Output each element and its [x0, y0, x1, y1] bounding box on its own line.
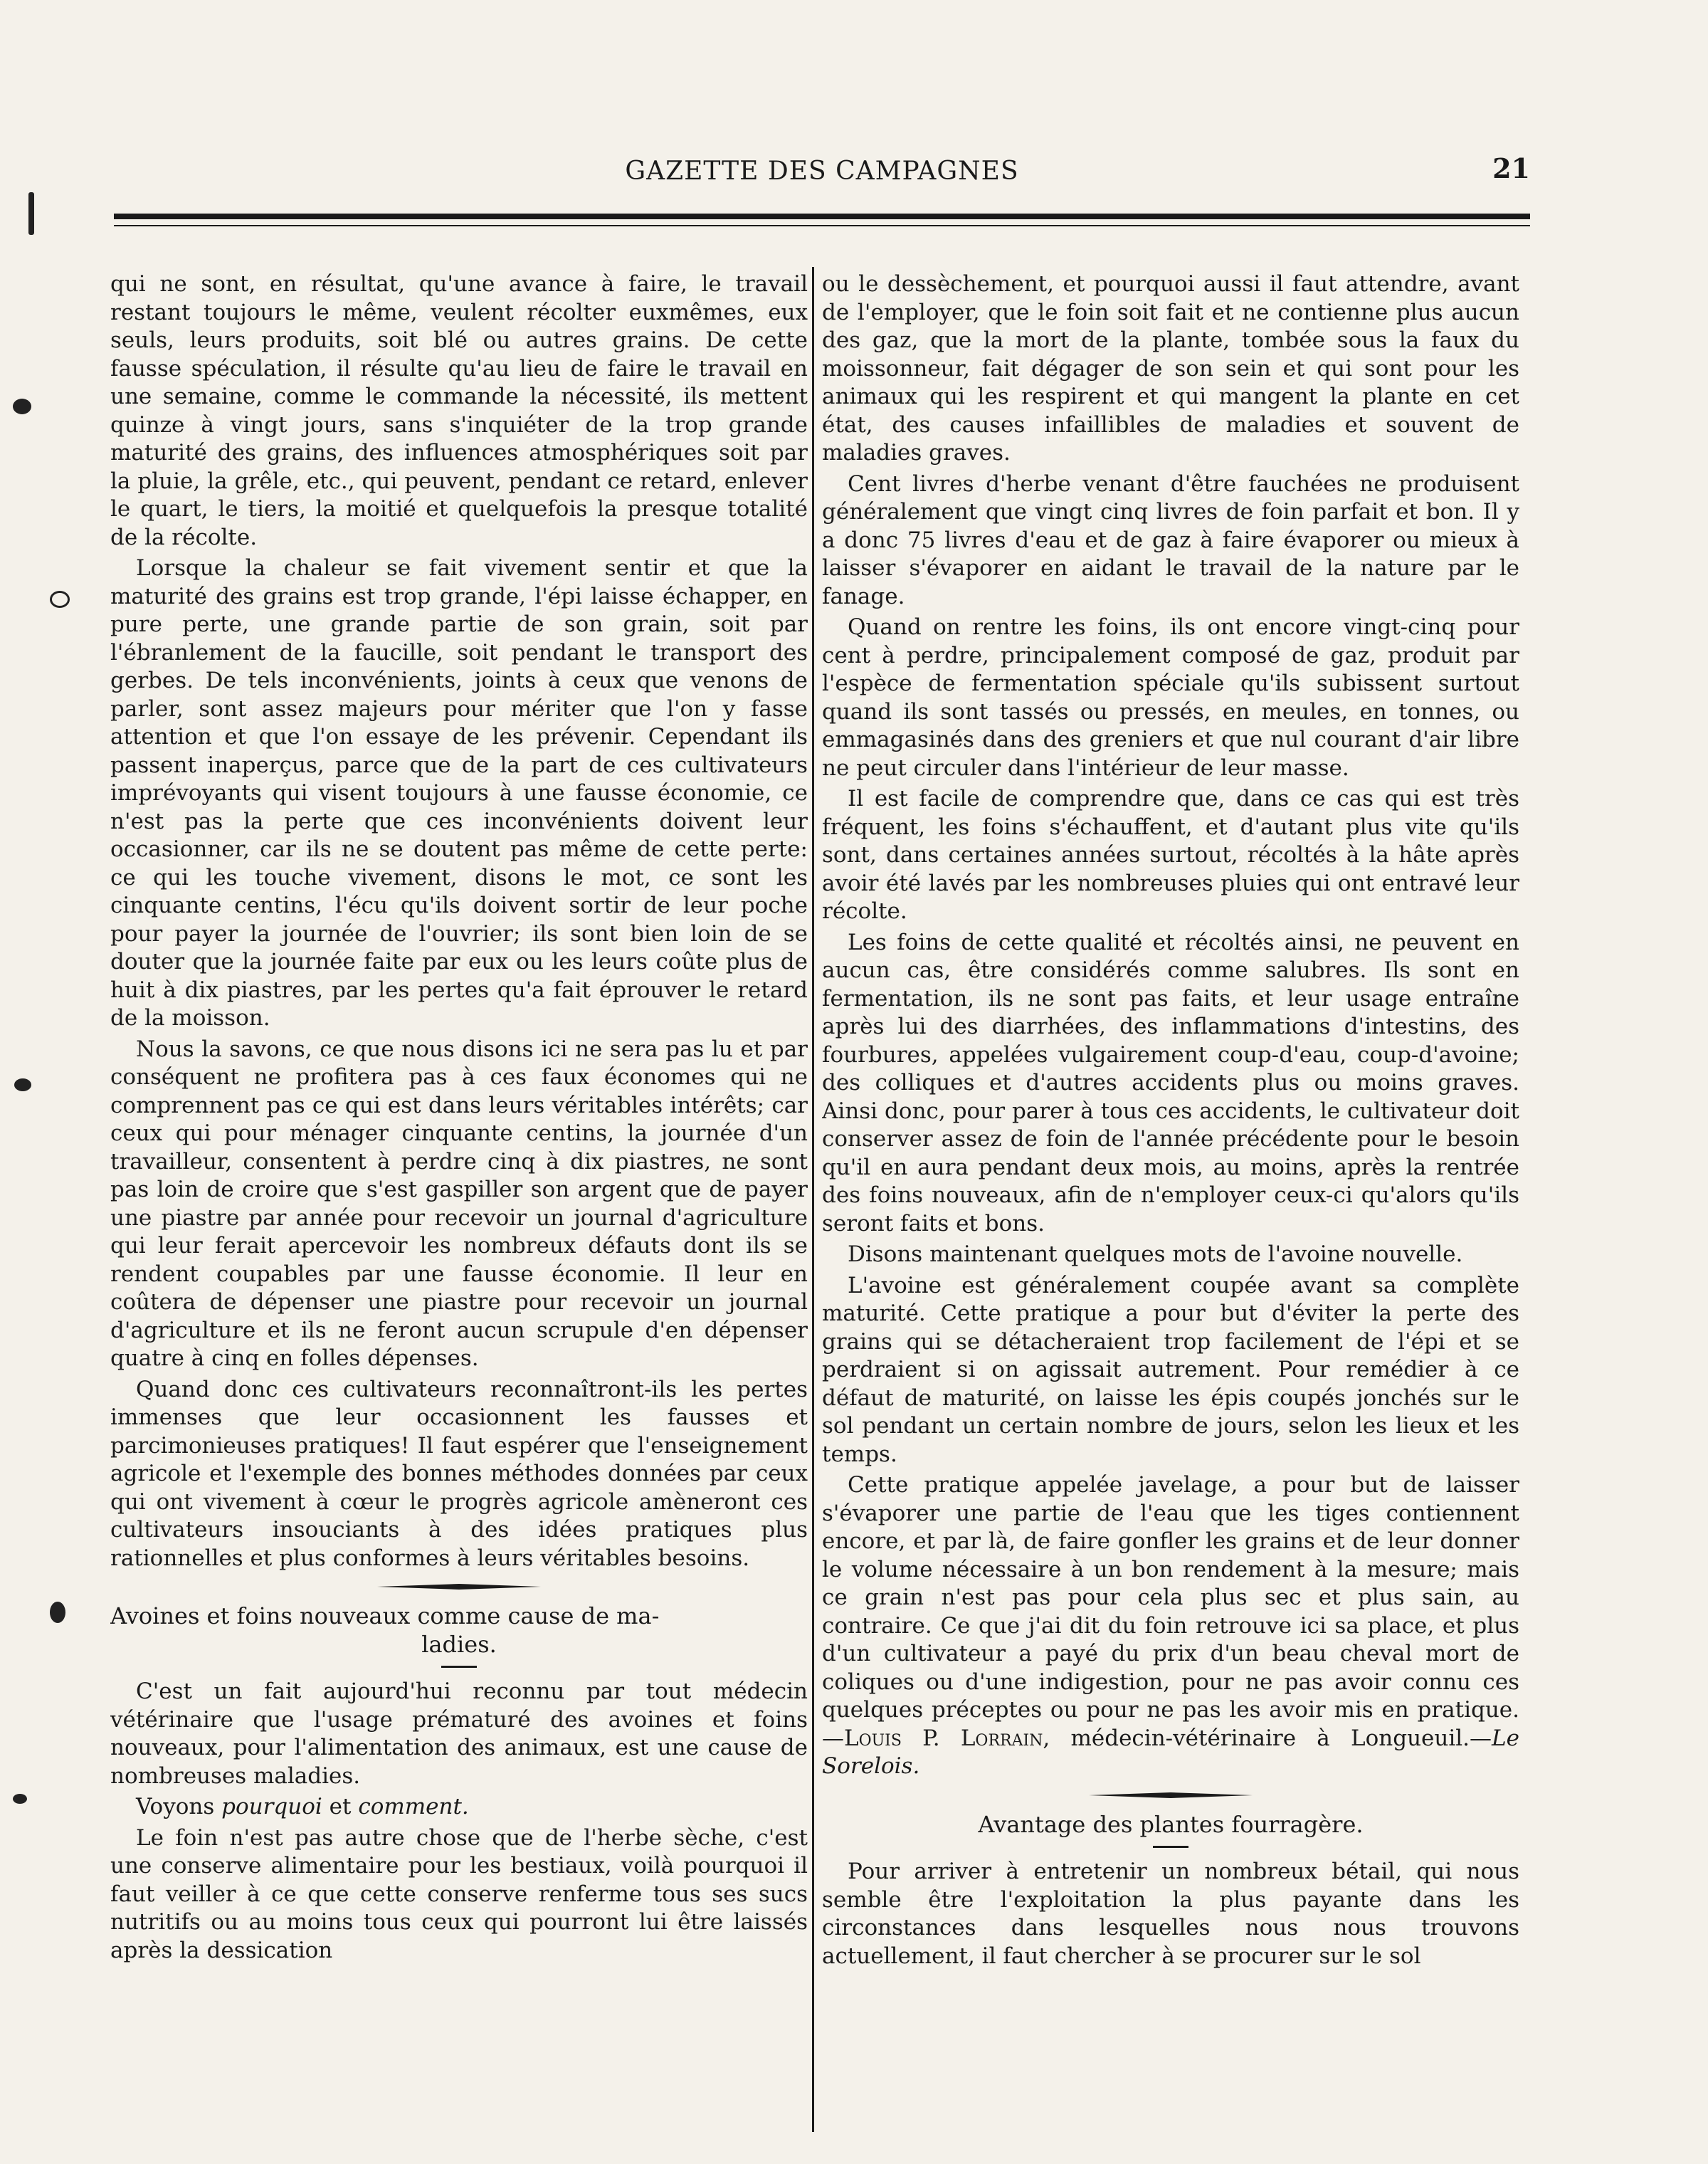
- paragraph: C'est un fait aujourd'hui reconnu par tout médecin vétérinaire que l'usage prématuré des avoines et foins nouveaux, pour l'alimentation des animaux, est une cause de nombreuses maladies.: [110, 1679, 808, 1789]
- paragraph: Pour arriver à entretenir un nombreux bétail, qui nous semble être l'exploitation la plus payante dans les circonstances dans lesquelles nous nous trouvons actuellement, il faut chercher à se procurer sur le sol: [822, 1859, 1519, 1969]
- voyons-text: Voyons: [136, 1794, 222, 1819]
- paragraph-signature: [822, 1471, 1519, 1781]
- heading-dash: [1153, 1846, 1188, 1848]
- heading-dash: [441, 1666, 477, 1668]
- source-name: Le Sorelois.: [822, 1725, 1519, 1779]
- column-divider: [812, 267, 814, 2132]
- paragraph: Les foins de cette qualité et récoltés ainsi, ne peuvent en aucun cas, être considérés comme salubres. Ils sont en fermentation, ils ne sont pas faits, et leur usage entraîne après lui des diarrhées, des inflammations d'intestins, des fourbures, appelées vulgairement coup-d'eau, coup-d'avoine; des colliques et d'autres accidents plus ou moins graves. Ainsi donc, pour parer à tous ces accidents, le cultivateur doit conserver assez de foin de l'année précédente pour le besoin qu'il en aura pendant deux mois, au moins, après la rentrée des foins nouveaux, afin de n'employer ceux-ci qu'alors qu'ils seront faits et bons.: [822, 929, 1519, 1236]
- paragraph-voyons: [110, 1793, 808, 1822]
- section-ornament: [377, 1582, 541, 1591]
- paragraph: Quand donc ces cultivateurs reconnaîtront-ils les pertes immenses que leur occasionnent les fausses et parcimonieuses pratiques! Il faut espérer que l'enseignement agricole et l'exemple des bonnes méthodes données par ceux qui ont vivement à cœur le progrès agricole amèneront ces cultivateurs insouciants à des idées pratiques plus rationnelles et plus conformes à leurs véritables besoins.: [110, 1376, 808, 1571]
- paragraph: qui ne sont, en résultat, qu'une avance à faire, le travail restant toujours le même, veulent récolter euxmêmes, eux seuls, leurs produits, soit blé ou autres grains. De cette fausse spéculation, il résulte qu'au lieu de faire le travail en une semaine, comme le commande la nécessité, ils mettent quinze à vingt jours, sans s'inquiéter de la trop grande maturité des grains, des influences atmosphériques soit par la pluie, la grêle, etc., qui peuvent, pendant ce retard, enlever le quart, le tiers, la moitié et quelquefois la presque totalité de la récolte.: [110, 271, 808, 550]
- header-rule-thin: [114, 225, 1530, 226]
- paragraph: Nous la savons, ce que nous disons ici ne sera pas lu et par conséquent ne profitera pas à ces faux économes qui ne comprennent pas ce qui est dans leurs véritables intérêts; car ceux qui pour ménager cinquante centins, la journée d'un travailleur, consentent à perdre cinq à dix piastres, ne sont pas loin de croire que s'est gaspiller son argent que de payer une piastre par année pour recevoir un journal d'agriculture qui leur ferait apercevoir les nombreux défauts dont ils se rendent coupables par une fausse économie. Il leur en coûtera de dépenser une piastre pour recevoir un journal d'agriculture et ils ne feront aucun scrupule d'en dépenser quatre à cinq en folles dépenses.: [110, 1036, 808, 1371]
- left-column: [110, 270, 808, 2136]
- voyons-et: et: [322, 1794, 359, 1819]
- section-ornament: [1089, 1791, 1253, 1800]
- article-heading-line1: Avoines et foins nouveaux comme cause de ma-: [110, 1602, 660, 1629]
- paragraph: ou le dessèchement, et pourquoi aussi il faut attendre, avant de l'employer, que le foin soit fait et ne contienne plus aucun des gaz, que la mort de la plante, tombée sous la faux du moissonneur, fait dégager de son sein et qui sont pour les animaux qui les respirent et qui mangent la plante en cet état, des causes infaillibles de maladies et souvent de maladies graves.: [822, 271, 1519, 466]
- paragraph: L'avoine est généralement coupée avant sa complète maturité. Cette pratique a pour but d'éviter la perte des grains qui se détacheraient trop facilement de l'épi et se perdraient si on agissait autrement. Pour remédier à ce défaut de maturité, on laisse les épis coupés jonchés sur le sol pendant un certain nombre de jours, selon les lieux et les temps.: [822, 1272, 1519, 1467]
- scan-speck: [13, 1794, 27, 1804]
- author-name: Louis P. Lorrain: [844, 1725, 1043, 1751]
- last-paragraph-text: Cette pratique appelée javelage, a pour but de laisser s'évaporer une partie de l'eau que les tiges contiennent encore, et par là, de faire gonfler les grains et de leur donner le volume nécessaire à un bon rendement à la mesure; mais ce grain n'est pas pour cela plus sec et plus sain, au contraire. Ce que j'ai dit du foin retrouve ici sa place, et plus d'un cultivateur a payé du prix d'un beau cheval mort de coliques ou d'une indigestion, pour ne pas avoir connu ces quelques préceptes ou pour ne pas les avoir mis en pratique.—: [822, 1472, 1519, 1751]
- header-rule: [114, 214, 1530, 219]
- right-column: [822, 270, 1519, 2136]
- gazette-title: GAZETTE DES CAMPAGNES: [625, 157, 1019, 186]
- scan-speck: [50, 591, 70, 608]
- author-title: , médecin-vétérinaire à Longueuil.—: [1043, 1725, 1492, 1751]
- paragraph: Cent livres d'herbe venant d'être fauchées ne produisent généralement que vingt cinq livres de foin parfait et bon. Il y a donc 75 livres d'eau et de gaz à faire évaporer ou mieux à laisser s'évaporer en aidant le travail de la nature par le fanage.: [822, 471, 1519, 609]
- page-header: [114, 152, 1530, 199]
- scan-speck: [50, 1602, 65, 1623]
- paragraph: Disons maintenant quelques mots de l'avoine nouvelle.: [848, 1241, 1463, 1267]
- paragraph: Lorsque la chaleur se fait vivement sentir et que la maturité des grains est trop grande, l'épi laisse échapper, en pure perte, une grande partie de son grain, soit par l'ébranlement de la faucille, soit pendant le transport des gerbes. De tels inconvénients, joints à ceux que venons de parler, sont assez majeurs pour mériter que l'on y fasse attention et que l'on essaye de les prévenir. Cependant ils passent inaperçus, parce que de la part de ces cultivateurs imprévoyants qui visent toujours à une fausse économie, ce n'est pas la perte que ces inconvénients doivent leur occasionner, car ils ne se doutent pas même de cette perte: ce qui les touche vivement, disons le mot, ce sont les cinquante centins, l'écu qu'ils doivent sortir de leur poche pour payer la journée de l'ouvrier; ils sont bien loin de se douter que la journée faite par eux ou les leurs coûte plus de huit à dix piastres, par les pertes qu'a fait éprouver le retard de la moisson.: [110, 555, 808, 1031]
- scan-speck: [28, 192, 34, 235]
- voyons-comment: comment.: [358, 1794, 469, 1819]
- paragraph: Quand on rentre les foins, ils ont encore vingt-cinq pour cent à perdre, principalement composé de gaz, produit par l'espèce de fermentation spéciale qu'ils subissent surtout quand ils sont tassés ou pressés, en meules, en tonnes, ou emmagasinés dans des greniers et que nul courant d'air libre ne peut circuler dans l'intérieur de leur masse.: [822, 614, 1519, 781]
- page-number: 21: [1492, 152, 1530, 184]
- scan-speck: [13, 399, 31, 414]
- voyons-pourquoi: pourquoi: [221, 1794, 322, 1819]
- paragraph: Il est facile de comprendre que, dans ce cas qui est très fréquent, les foins s'échauffent, et d'autant plus vite qu'ils sont, dans certaines années surtout, récoltés à la hâte après avoir été lavés par les nombreuses pluies qui ont entravé leur récolte.: [822, 786, 1519, 924]
- paragraph: Le foin n'est pas autre chose que de l'herbe sèche, c'est une conserve alimentaire pour les bestiaux, voilà pourquoi il faut veiller à ce que cette conserve renferme tous ses sucs nutritifs ou au moins tous ceux qui pourront lui être laissés après la dessication: [110, 1824, 808, 1963]
- article-heading-line2: ladies.: [421, 1630, 497, 1658]
- article-heading-2: Avantage des plantes fourragère.: [978, 1810, 1364, 1838]
- scan-speck: [14, 1078, 31, 1091]
